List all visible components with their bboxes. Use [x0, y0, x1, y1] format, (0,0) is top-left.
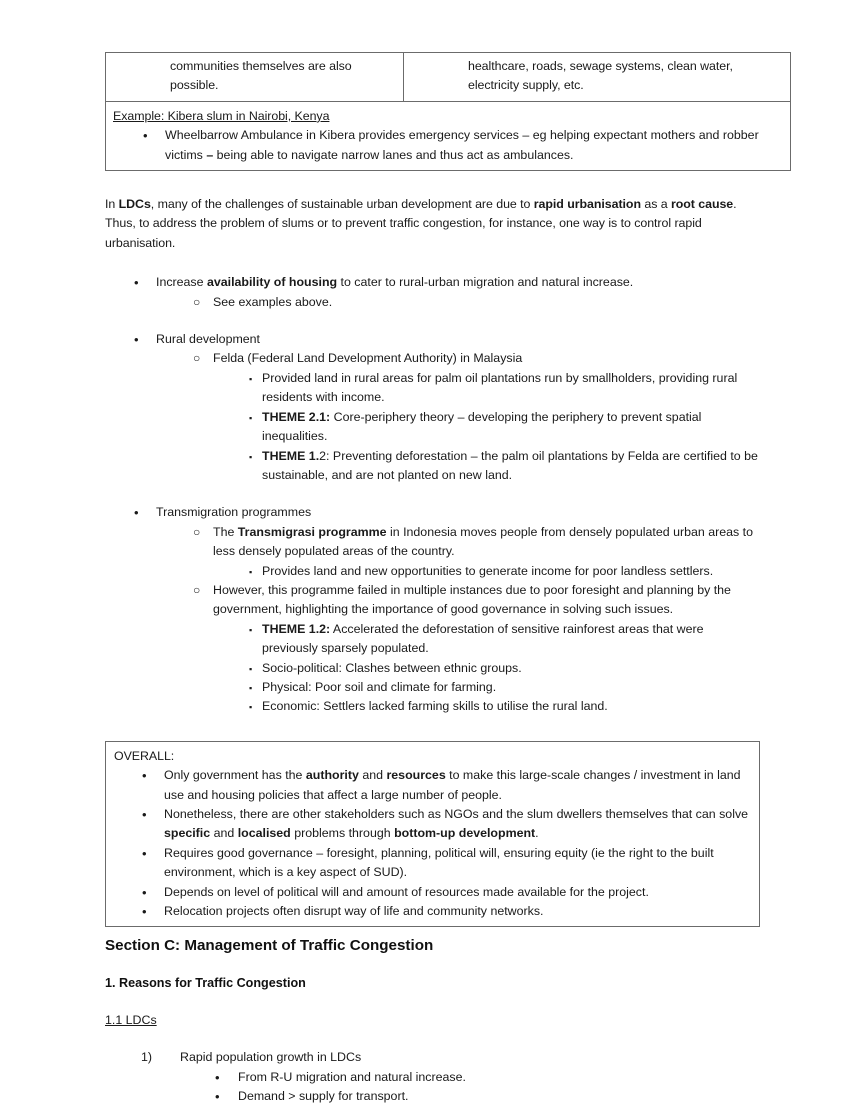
list-item	[114, 902, 753, 921]
housing-text-bold: availability of housing	[206, 275, 338, 290]
bullet-marker: •	[215, 1069, 220, 1085]
overall-item-post: to make this large-scale changes / investment in land use and housing policies that affect a large number of people.	[164, 768, 741, 802]
list-item-however	[105, 581, 761, 620]
intro-text-2: , many of the challenges of sustainable urban development are due to	[150, 197, 534, 212]
overall-item-bold-resources: resources	[386, 768, 446, 783]
subsubsection-heading-wrap	[105, 1011, 761, 1030]
bullet-marker: •	[143, 128, 148, 144]
however-sub-text: Economic: Settlers lacked farming skills to utilise the rural land.	[262, 699, 608, 714]
rural-development-title: Rural development	[156, 332, 261, 347]
table-cell-right-text: healthcare, roads, sewage systems, clean water, electricity supply, etc.	[468, 59, 733, 93]
intro-text-1: In	[105, 197, 119, 212]
rural-development-list	[105, 330, 761, 485]
list-item	[105, 1087, 761, 1106]
intro-paragraph	[105, 195, 761, 253]
housing-text-pre: Increase	[156, 275, 207, 290]
overall-item-post: .	[535, 826, 539, 841]
list-item-text-pre: Wheelbarrow Ambulance in Kibera provides emergency services – eg helping expectant mothers and robber victims	[165, 128, 759, 162]
top-table	[105, 52, 791, 171]
list-item-transmigrasi	[105, 523, 761, 562]
document-content	[105, 52, 761, 1107]
intro-text-3: as a	[640, 197, 671, 212]
overall-item-text: Relocation projects often disrupt way of life and community networks.	[164, 904, 544, 919]
square-marker: ▪	[249, 682, 253, 693]
table-row	[106, 101, 791, 170]
table-cell-left-text: communities themselves are also possible.	[170, 59, 352, 93]
overall-item-bold-authority: authority	[305, 768, 359, 783]
overall-item-mid: and	[358, 768, 387, 783]
felda-text: Felda (Federal Land Development Authority) in Malaysia	[213, 351, 523, 366]
overall-list	[114, 766, 753, 921]
list-item	[114, 766, 753, 805]
table-cell-example	[106, 101, 791, 170]
transmigration-title: Transmigration programmes	[156, 505, 312, 520]
overall-box	[105, 741, 760, 928]
bullet-marker: •	[142, 904, 147, 920]
square-marker: ▪	[249, 373, 253, 384]
number-marker: 1)	[141, 1050, 153, 1065]
overall-item-bold-specific: specific	[164, 826, 211, 841]
square-marker: ▪	[249, 451, 253, 462]
intro-bold-root-cause: root cause	[670, 197, 734, 212]
circle-marker: ○	[193, 351, 201, 366]
page-title: Section C: Management of Traffic Congestion	[105, 937, 434, 955]
felda-point-bold: THEME 2.1:	[262, 409, 331, 424]
transmigrasi-pre: The	[213, 524, 238, 539]
however-sub-text: Socio-political: Clashes between ethnic groups.	[262, 660, 522, 675]
overall-item-pre: Nonetheless, there are other stakeholders such as NGOs and the slum dwellers themselves that can solve	[164, 807, 749, 821]
transmigrasi-post: in Indonesia moves people from densely populated urban areas to less densely populated areas of the country.	[213, 524, 753, 559]
list-item-however-sub	[105, 659, 761, 678]
square-marker: ▪	[249, 624, 253, 635]
list-item-housing	[105, 273, 761, 292]
list-item-felda-point	[105, 447, 761, 486]
bullet-marker: •	[142, 884, 147, 900]
reasons-list	[105, 1048, 761, 1106]
list-item-numbered	[105, 1048, 761, 1067]
transmigration-list	[105, 503, 761, 716]
felda-point-bold: THEME 1.	[262, 448, 320, 463]
list-item	[114, 805, 753, 844]
housing-sub-text: See examples above.	[213, 294, 333, 309]
list-item	[114, 883, 753, 902]
numbered-sub-text: From R-U migration and natural increase.	[238, 1069, 466, 1084]
intro-text-4: . Thus, to address the problem of slums or to prevent traffic congestion, for instance, one way is to control rapid urbanisation.	[105, 197, 737, 250]
list-item	[114, 844, 753, 883]
list-item-transmigration	[105, 503, 761, 522]
table-cell-left	[106, 53, 404, 102]
circle-marker: ○	[193, 294, 201, 309]
main-bullet-list	[105, 273, 761, 312]
however-text: However, this programme failed in multiple instances due to poor foresight and planning by the government, highlighting the importance of good governance in solving such issues.	[213, 582, 731, 617]
list-item-transmigrasi-sub	[105, 562, 761, 581]
numbered-item-text: Rapid population growth in LDCs	[180, 1050, 362, 1065]
list-item-felda-point	[105, 408, 761, 447]
square-marker: ▪	[249, 412, 253, 423]
list-item-felda-point	[105, 369, 761, 408]
felda-point-text: Core-periphery theory – developing the periphery to prevent spatial inequalities.	[262, 409, 702, 444]
table-row	[106, 53, 791, 102]
circle-marker: ○	[193, 582, 201, 597]
overall-item-bold-localised: localised	[237, 826, 291, 841]
example-bullet-list	[113, 126, 783, 165]
list-item-rural-development	[105, 330, 761, 349]
square-marker: ▪	[249, 566, 253, 577]
however-sub-text: Physical: Poor soil and climate for farming.	[262, 679, 497, 694]
list-item-however-sub	[105, 697, 761, 716]
list-item-text-post: being able to navigate narrow lanes and thus act as ambulances.	[213, 147, 574, 162]
overall-item-mid: and	[210, 826, 238, 841]
housing-text-post: to cater to rural-urban migration and natural increase.	[337, 275, 634, 290]
subsection-heading: 1. Reasons for Traffic Congestion	[105, 976, 306, 991]
however-sub-bold: THEME 1.2:	[262, 621, 331, 636]
overall-item-mid2: problems through	[290, 826, 395, 841]
list-item-however-sub	[105, 620, 761, 659]
bullet-marker: •	[134, 332, 139, 348]
overall-item-pre: Only government has the	[164, 768, 306, 783]
list-item-housing-sub	[105, 293, 761, 312]
example-heading: Example: Kibera slum in Nairobi, Kenya	[113, 108, 330, 123]
square-marker: ▪	[249, 663, 253, 674]
bullet-marker: •	[134, 505, 139, 521]
overall-item-text: Requires good governance – foresight, planning, political will, ensuring equity (ie the right to the built environment, which is a key aspect of SUD).	[164, 845, 714, 880]
list-item	[105, 1068, 761, 1087]
bullet-marker: •	[142, 807, 147, 822]
felda-point-text: 2: Preventing deforestation – the palm oil plantations by Felda are certified to be sustainable, and are not planted on new land.	[262, 448, 758, 482]
table-cell-right	[404, 53, 791, 102]
bullet-marker: •	[215, 1089, 220, 1105]
intro-bold-rapid-urbanisation: rapid urbanisation	[533, 197, 641, 212]
list-item-felda	[105, 349, 761, 368]
overall-item-bold-bottom-up: bottom-up development	[394, 826, 536, 841]
overall-heading: OVERALL:	[114, 748, 175, 763]
transmigrasi-sub-text: Provides land and new opportunities to generate income for poor landless settlers.	[262, 563, 714, 578]
square-marker: ▪	[249, 702, 253, 713]
circle-marker: ○	[193, 524, 201, 539]
overall-item-text: Depends on level of political will and amount of resources made available for the project.	[164, 884, 649, 899]
subsubsection-heading: 1.1 LDCs	[105, 1013, 157, 1028]
list-item-however-sub	[105, 678, 761, 697]
bullet-marker: •	[134, 275, 139, 291]
transmigrasi-bold: Transmigrasi programme	[237, 524, 387, 539]
intro-bold-ldcs: LDCs	[118, 197, 151, 212]
list-item-text-bold: –	[206, 147, 214, 162]
numbered-sub-text: Demand > supply for transport.	[238, 1089, 409, 1104]
felda-point-text: Provided land in rural areas for palm oil plantations run by smallholders, providing rural residents with income.	[262, 370, 738, 405]
bullet-marker: •	[142, 768, 147, 784]
bullet-marker: •	[142, 845, 147, 861]
list-item	[113, 126, 783, 165]
however-sub-text: Accelerated the deforestation of sensitive rainforest areas that were previously sparsely populated.	[262, 621, 704, 656]
